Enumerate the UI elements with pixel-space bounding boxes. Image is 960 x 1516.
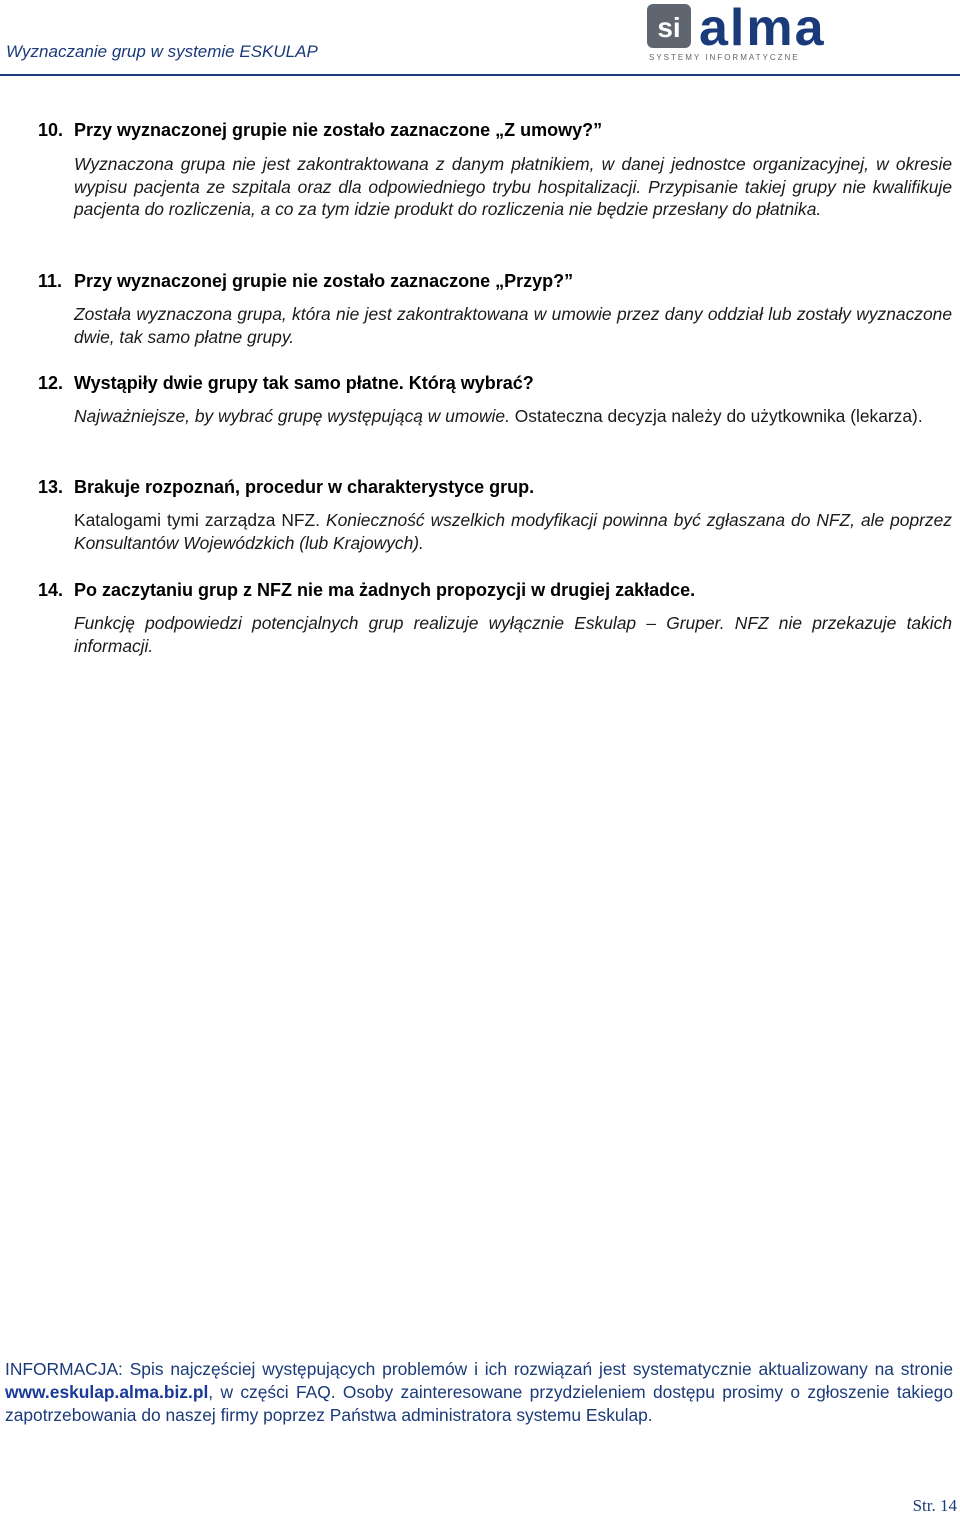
faq-answer-14: Funkcję podpowiedzi potencjalnych grup realizuje wyłącznie Eskulap – Gruper. NFZ nie przekazuje takich informacji. (74, 613, 952, 656)
faq-answer-12: Najważniejsze, by wybrać grupę występującą w umowie. Ostateczna decyzja należy do użytkownika (lekarza). (74, 406, 923, 426)
faq-answer-11: Została wyznaczona grupa, która nie jest zakontraktowana w umowie przez dany oddział lub zostały wyznaczone dwie, tak samo płatne grupy. (74, 304, 952, 347)
faq-answer-13: Katalogami tymi zarządza NFZ. Konieczność wszelkich modyfikacji powinna być zgłaszana do NFZ, ale poprzez Konsultantów Wojewódzkich (lub Krajowych). (74, 510, 952, 553)
faq-question-11: 11. Przy wyznaczonej grupie nie zostało zaznaczone „Przyp?” (38, 271, 574, 291)
faq-question-13: 13. Brakuje rozpoznań, procedur w charakterystyce grup. (38, 477, 535, 497)
logo-tagline: SYSTEMY INFORMATYCZNE (649, 53, 800, 62)
faq-question-14: 14. Po zaczytaniu grup z NFZ nie ma żadnych propozycji w drugiej zakładce. (38, 580, 696, 600)
faq-question-12: 12. Wystąpiły dwie grupy tak samo płatne. Którą wybrać? (38, 373, 534, 393)
document-title: Wyznaczanie grup w systemie ESKULAP (6, 42, 318, 61)
alma-logo (645, 0, 895, 64)
faq-question-10: 10. Przy wyznaczonej grupie nie zostało zaznaczone „Z umowy?” (38, 120, 603, 140)
info-footer: INFORMACJA: Spis najczęściej występujących problemów i ich rozwiązań jest systematycznie aktualizowany na stronie www.eskulap.alma.biz.pl, w części FAQ. Osoby zainteresowane przydzieleniem dostępu prosimy o zgłoszenie takiego zapotrzebowania do naszej firmy poprzez Państwa administratora systemu Eskulap. (5, 1359, 953, 1425)
logo-name: alma (699, 0, 826, 57)
faq-answer-10: Wyznaczona grupa nie jest zakontraktowana z danym płatnikiem, w danej jednostce organizacyjnej, w okresie wypisu pacjenta ze szpitala oraz dla odpowiedniego trybu hospitalizacji. Przypisanie takiej grupy nie kwalifikuje pacjenta do rozliczenia, a co za tym idzie produkt do rozliczenia nie będzie przesłany do płatnika. (74, 154, 952, 219)
eskulap-link[interactable]: www.eskulap.alma.biz.pl (5, 1382, 209, 1402)
logo-mark: si (657, 12, 681, 43)
header-divider (0, 74, 960, 76)
page-number: Str. 14 (912, 1496, 957, 1515)
